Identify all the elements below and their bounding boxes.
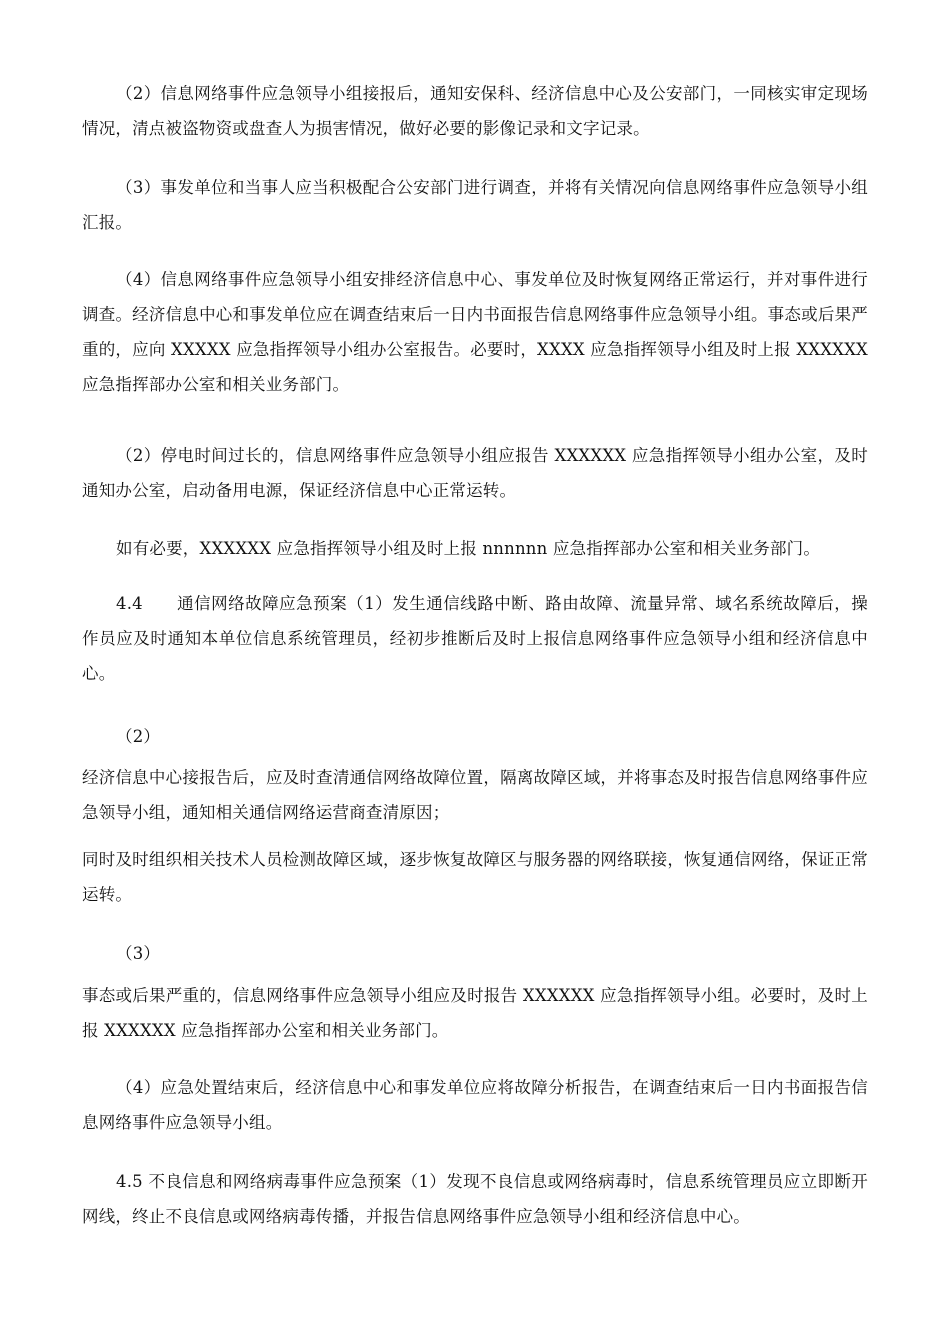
- paragraph-1: （2）信息网络事件应急领导小组接报后，通知安保科、经济信息中心及公安部门，一同核实审定现场情况，清点被盗物资或盘查人为损害情况，做好必要的影像记录和文字记录。: [82, 84, 868, 138]
- paragraph-13: 4.5 不良信息和网络病毒事件应急预案（1）发现不良信息或网络病毒时，信息系统管理员应立即断开网线，终止不良信息或网络病毒传播，并报告信息网络事件应急领导小组和经济信息中心。: [82, 1172, 868, 1226]
- paragraph-6: 4.4 通信网络故障应急预案（1）发生通信线路中断、路由故障、流量异常、域名系统故障后，操作员应及时通知本单位信息系统管理员，经初步推断后及时上报信息网络事件应急领导小组和经济信息中心。: [82, 594, 868, 683]
- paragraph-9: 同时及时组织相关技术人员检测故障区域，逐步恢复故障区与服务器的网络联接，恢复通信网络，保证正常运转。: [82, 850, 868, 904]
- paragraph-4: （2）停电时间过长的，信息网络事件应急领导小组应报告 XXXXXX 应急指挥领导小组办公室，及时通知办公室，启动备用电源，保证经济信息中心正常运转。: [82, 446, 868, 500]
- paragraph-5: 如有必要，XXXXXX 应急指挥领导小组及时上报 nnnnnn 应急指挥部办公室和相关业务部门。: [116, 539, 821, 558]
- paragraph-11: 事态或后果严重的，信息网络事件应急领导小组应及时报告 XXXXXX 应急指挥领导小组。必要时，及时上报 XXXXXX 应急指挥部办公室和相关业务部门。: [82, 986, 868, 1040]
- paragraph-7: （2）: [116, 727, 161, 746]
- paragraph-2: （3）事发单位和当事人应当积极配合公安部门进行调查，并将有关情况向信息网络事件应急领导小组汇报。: [82, 178, 868, 232]
- paragraph-3: （4）信息网络事件应急领导小组安排经济信息中心、事发单位及时恢复网络正常运行，并对事件进行调查。经济信息中心和事发单位应在调查结束后一日内书面报告信息网络事件应急领导小组。事态或后果严重的，应向 XXXXX 应急指挥领导小组办公室报告。必要时，XXXX 应急指挥领导小组及时上报 XXXXXX 应急指挥部办公室和相关业务部门。: [82, 270, 868, 394]
- paragraph-8: 经济信息中心接报告后，应及时查清通信网络故障位置，隔离故障区域，并将事态及时报告信息网络事件应急领导小组，通知相关通信网络运营商查清原因；: [82, 768, 868, 822]
- paragraph-12: （4）应急处置结束后，经济信息中心和事发单位应将故障分析报告，在调查结束后一日内书面报告信息网络事件应急领导小组。: [82, 1078, 868, 1132]
- paragraph-10: （3）: [116, 944, 161, 963]
